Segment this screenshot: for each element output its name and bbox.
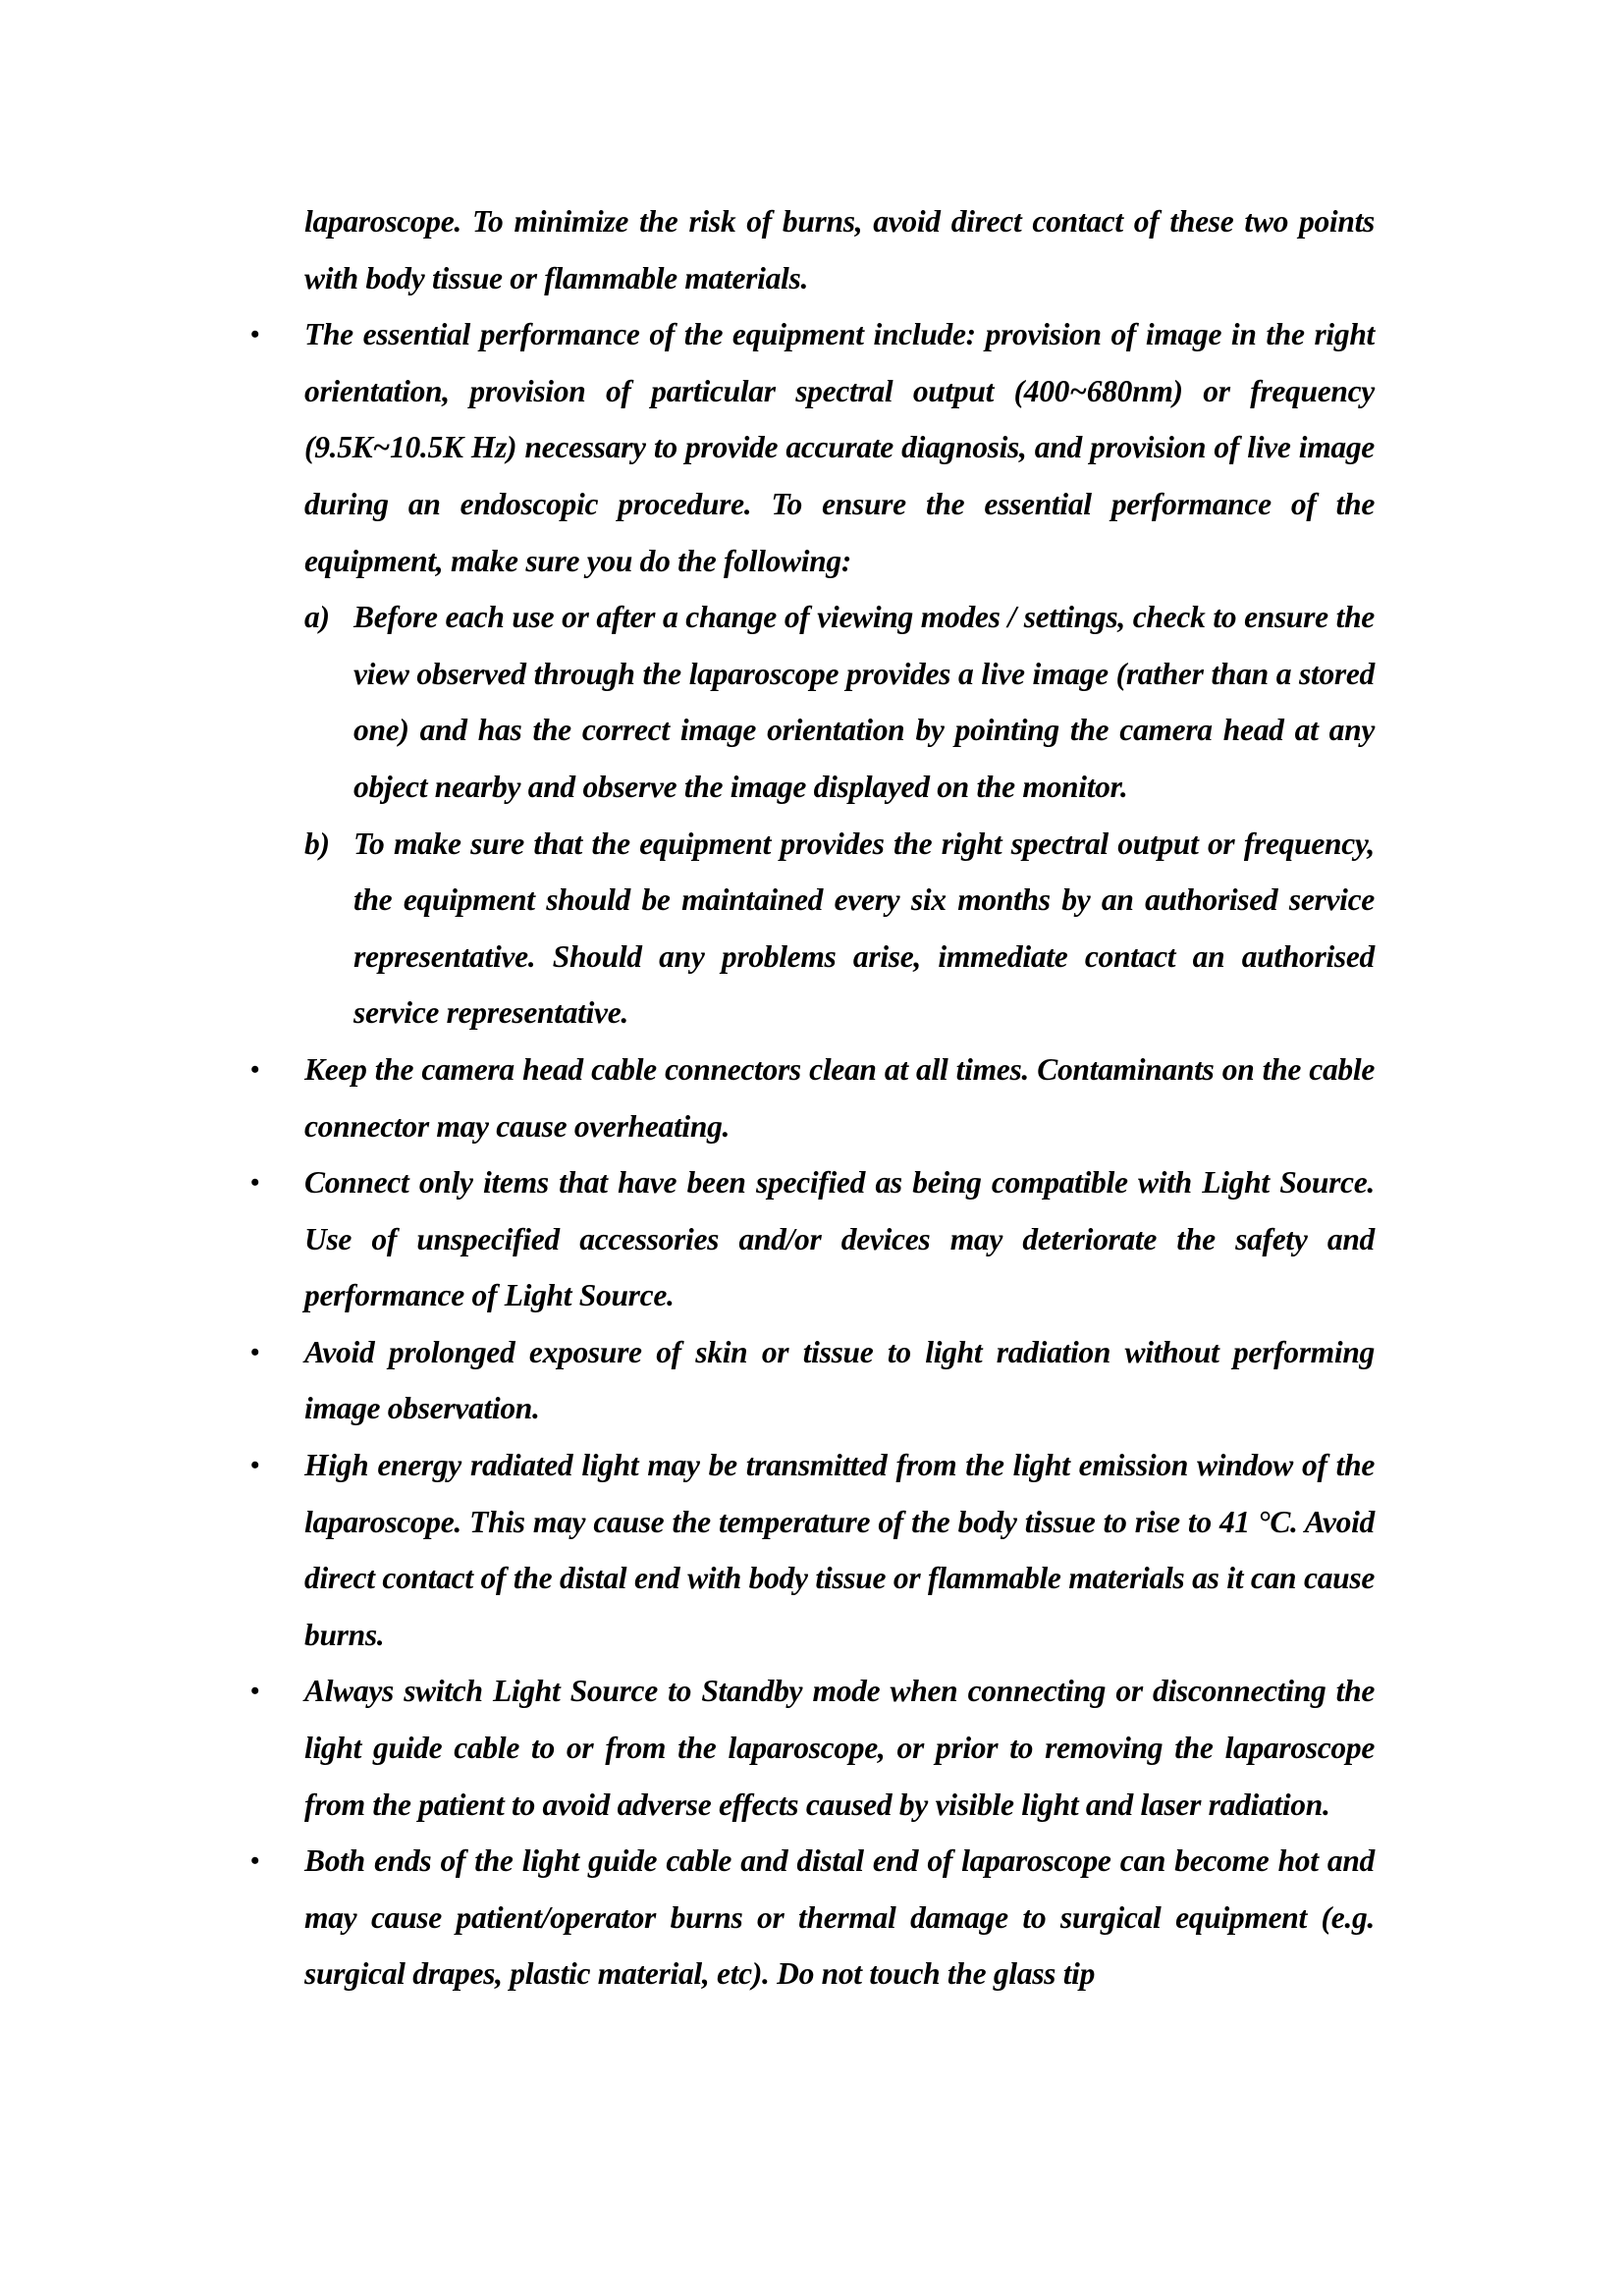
- bullet-icon: •: [250, 1846, 259, 1876]
- bullet-icon: •: [250, 1054, 259, 1084]
- sub-item-label: b): [304, 826, 330, 861]
- bullet-icon: •: [250, 1451, 259, 1480]
- bullet-item: [250, 306, 1375, 1041]
- document-content: [250, 193, 1375, 2002]
- bullet-text: High energy radiated light may be transmitted from the light emission window of the laparoscope. This may cause the temperature of the body tissue to rise to 41 °C. Avoid direct contact of the distal end with body tissue or flammable materials as it can cause burns.: [304, 1448, 1375, 1652]
- sub-item-text: To make sure that the equipment provides the right spectral output or frequency, the equipment should be maintained every six months by an authorised service representative. Should any problems arise, immediate contact an authorised service representative.: [353, 826, 1375, 1031]
- bullet-text: Avoid prolonged exposure of skin or tissue to light radiation without performing image observation.: [304, 1334, 1375, 1426]
- sub-item: [304, 816, 1375, 1041]
- bullet-icon: •: [250, 1677, 259, 1706]
- bullet-text: Keep the camera head cable connectors clean at all times. Contaminants on the cable connector may cause overheating.: [304, 1051, 1375, 1144]
- bullet-text: Connect only items that have been specified as being compatible with Light Source. Use of unspecified accessories and/or devices may deteriorate the safety and performance of Light Source.: [304, 1165, 1375, 1313]
- bullet-item: [250, 1154, 1375, 1324]
- bullet-item: [250, 1041, 1375, 1154]
- sub-item-label: a): [304, 600, 330, 635]
- bullet-icon: •: [250, 1337, 259, 1366]
- bullet-item: [250, 1833, 1375, 2002]
- bullet-item: [250, 1324, 1375, 1437]
- bullet-item: [250, 1663, 1375, 1833]
- sub-item-text: Before each use or after a change of viewing modes / settings, check to ensure the view observed through the laparoscope provides a live image (rather than a stored one) and has the correct image orientation by pointing the camera head at any object nearby and observe the image displayed on the monitor.: [353, 600, 1375, 804]
- bullet-icon: •: [250, 320, 259, 349]
- bullet-icon: •: [250, 1168, 259, 1198]
- sub-item: [304, 589, 1375, 815]
- bullet-list: [250, 306, 1375, 2002]
- bullet-item: [250, 1437, 1375, 1663]
- bullet-text: The essential performance of the equipment include: provision of image in the right orientation, provision of particular spectral output (400~680nm) or frequency (9.5K~10.5K Hz) necessary to provide accurate diagnosis, and provision of live image during an endoscopic procedure. To ensure the essential performance of the equipment, make sure you do the following:: [304, 317, 1375, 578]
- continuation-paragraph: laparoscope. To minimize the risk of burns, avoid direct contact of these two points with body tissue or flammable materials.: [304, 204, 1375, 295]
- bullet-text: Both ends of the light guide cable and distal end of laparoscope can become hot and may cause patient/operator burns or thermal damage to surgical equipment (e.g. surgical drapes, plastic material, etc). Do not touch the glass tip: [304, 1843, 1375, 1992]
- bullet-text: Always switch Light Source to Standby mode when connecting or disconnecting the light guide cable to or from the laparoscope, or prior to removing the laparoscope from the patient to avoid adverse effects caused by visible light and laser radiation.: [304, 1674, 1375, 1822]
